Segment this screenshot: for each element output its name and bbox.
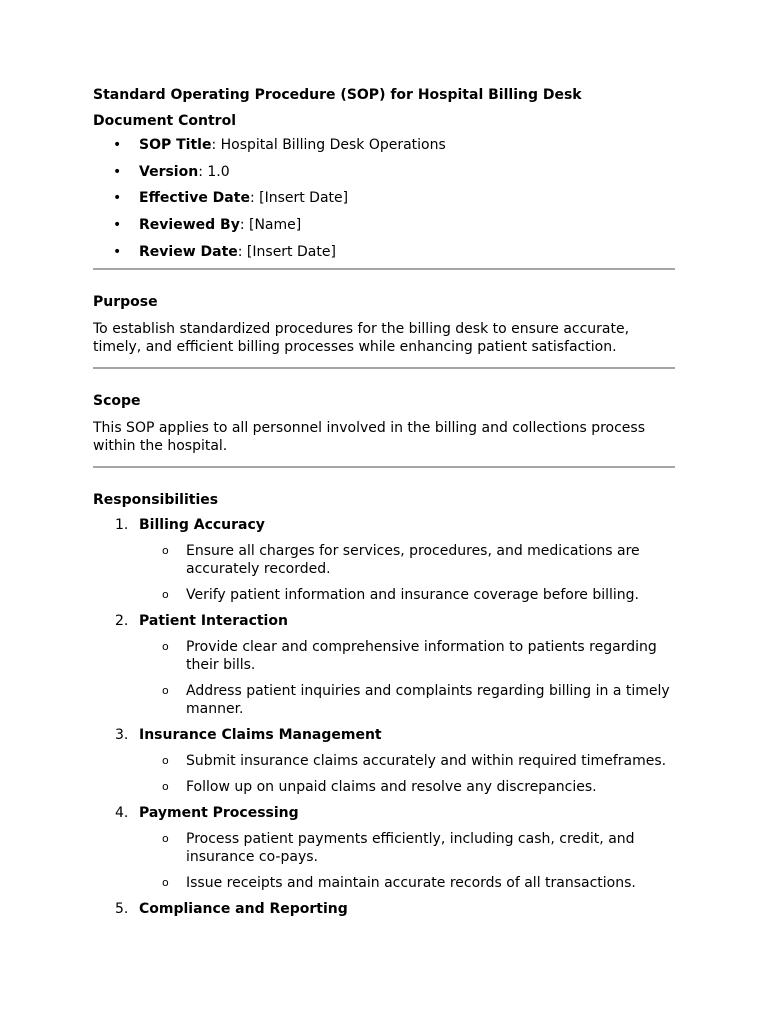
bullet-icon: •	[113, 243, 122, 260]
control-item-label: Effective Date	[139, 190, 250, 207]
circle-bullet-icon: o	[162, 588, 169, 602]
responsibility-item	[93, 804, 675, 892]
responsibility-point-text: Follow up on unpaid claims and resolve any discrepancies.	[186, 779, 597, 796]
control-item	[93, 243, 675, 261]
bullet-icon: •	[113, 217, 122, 234]
control-item-value: : 1.0	[198, 163, 230, 180]
responsibility-number: 1.	[115, 517, 129, 534]
responsibility-item	[93, 900, 675, 918]
responsibility-point-text: Address patient inquiries and complaints regarding billing in a timely manner.	[186, 683, 670, 718]
responsibility-title: Patient Interaction	[139, 613, 288, 630]
control-item-label: Reviewed By	[139, 217, 240, 234]
control-item	[93, 163, 675, 181]
responsibility-point	[139, 778, 675, 796]
section-divider	[93, 466, 675, 468]
responsibility-number: 2.	[115, 613, 129, 630]
responsibility-point-text: Issue receipts and maintain accurate records of all transactions.	[186, 875, 636, 892]
control-item-value: : Hospital Billing Desk Operations	[211, 137, 446, 153]
responsibility-point	[139, 682, 675, 718]
section-divider	[93, 268, 675, 270]
responsibilities-list	[93, 516, 675, 918]
section-divider	[93, 367, 675, 369]
bullet-icon: •	[113, 190, 122, 207]
responsibility-points	[139, 542, 675, 604]
responsibility-point-text: Verify patient information and insurance coverage before billing.	[186, 587, 639, 604]
responsibility-title: Billing Accuracy	[139, 517, 265, 534]
responsibility-point	[139, 752, 675, 770]
responsibility-points	[139, 752, 675, 796]
responsibility-point-text: Provide clear and comprehensive information to patients regarding their bills.	[186, 639, 657, 674]
responsibility-point-text: Ensure all charges for services, procedures, and medications are accurately recorded.	[186, 543, 640, 578]
scope-heading: Scope	[93, 393, 141, 410]
document-title: Standard Operating Procedure (SOP) for Hospital Billing Desk	[93, 87, 582, 103]
control-item-label: SOP Title	[139, 137, 212, 153]
circle-bullet-icon: o	[162, 832, 169, 846]
responsibilities-heading: Responsibilities	[93, 492, 219, 509]
responsibility-point	[139, 586, 675, 604]
document-control-heading: Document Control	[93, 113, 236, 129]
responsibility-number: 3.	[115, 727, 129, 744]
responsibility-point	[139, 830, 675, 866]
responsibility-title: Payment Processing	[139, 805, 299, 822]
bullet-icon: •	[113, 163, 122, 180]
responsibility-point-text: Process patient payments efficiently, including cash, credit, and insurance co-pays.	[186, 831, 635, 866]
responsibility-point-text: Submit insurance claims accurately and within required timeframes.	[186, 753, 667, 770]
responsibility-item	[93, 726, 675, 796]
responsibility-number: 5.	[115, 901, 129, 918]
document-page	[93, 86, 675, 926]
purpose-heading: Purpose	[93, 294, 158, 311]
control-item-value: : [Insert Date]	[237, 243, 336, 260]
control-item	[93, 189, 675, 207]
responsibility-point	[139, 874, 675, 892]
responsibility-number: 4.	[115, 805, 129, 822]
circle-bullet-icon: o	[162, 640, 169, 654]
control-item-value: : [Name]	[239, 217, 302, 234]
circle-bullet-icon: o	[162, 780, 169, 794]
responsibility-title: Compliance and Reporting	[139, 901, 348, 918]
responsibility-point	[139, 638, 675, 674]
document-control-list	[93, 136, 675, 261]
control-item-label: Version	[139, 163, 199, 180]
control-item	[93, 136, 675, 154]
responsibility-item	[93, 612, 675, 718]
purpose-text: To establish standardized procedures for the billing desk to ensure accurate, timely, and efficient billing processes while enhancing patient satisfaction.	[93, 321, 630, 356]
responsibility-points	[139, 830, 675, 892]
circle-bullet-icon: o	[162, 544, 169, 558]
responsibility-item	[93, 516, 675, 604]
control-item-value: : [Insert Date]	[249, 190, 349, 207]
responsibility-point	[139, 542, 675, 578]
responsibility-points	[139, 638, 675, 718]
responsibility-title: Insurance Claims Management	[139, 727, 382, 744]
control-item-label: Review Date	[139, 243, 238, 260]
control-item	[93, 216, 675, 234]
bullet-icon: •	[113, 137, 122, 153]
circle-bullet-icon: o	[162, 684, 169, 698]
circle-bullet-icon: o	[162, 754, 169, 768]
scope-text: This SOP applies to all personnel involved in the billing and collections process within the hospital.	[93, 420, 646, 455]
circle-bullet-icon: o	[162, 876, 169, 890]
